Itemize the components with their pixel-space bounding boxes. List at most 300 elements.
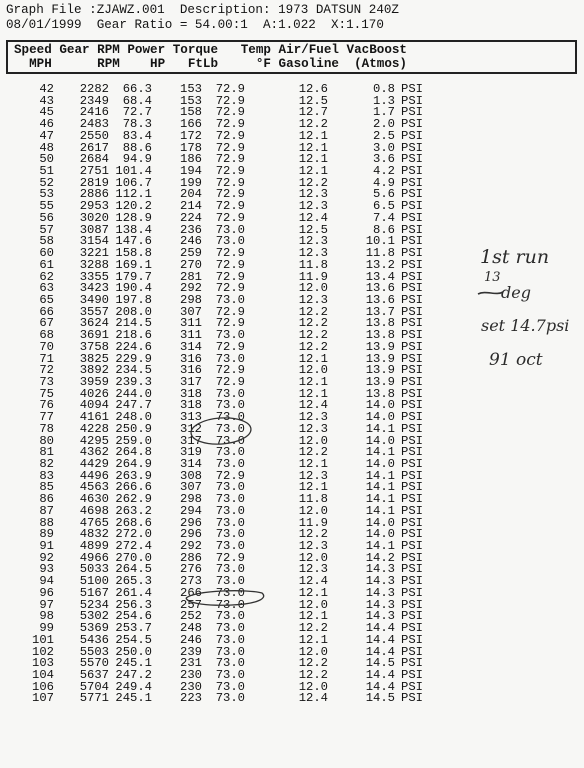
air-fuel-cell: 12.2 — [298, 527, 328, 542]
power-cell: 259.0 — [115, 433, 152, 448]
torque-cell: 273 — [180, 574, 202, 589]
unit-cell: PSI — [401, 457, 423, 471]
air-fuel-cell: 12.0 — [298, 679, 328, 694]
torque-cell: 281 — [180, 269, 202, 284]
torque-cell: 307 — [180, 304, 202, 319]
boost-cell: 14.1 — [365, 468, 395, 483]
speed-cell: 60 — [39, 246, 54, 261]
air-fuel-cell: 12.4 — [298, 691, 328, 706]
boost-cell: 14.1 — [365, 480, 395, 495]
unit-cell: PSI — [401, 187, 423, 202]
unit-cell: PSI — [401, 234, 423, 249]
temp-cell: 73.0 — [215, 433, 245, 448]
temp-cell: 73.0 — [215, 328, 245, 343]
rpm-cell: 4026 — [79, 386, 109, 401]
date-gear-ratio-line: 08/01/1999 Gear Ratio = 54.00:1 A:1.022 X:1.170 — [6, 18, 384, 32]
power-cell: 94.9 — [122, 152, 152, 167]
speed-cell: 99 — [39, 621, 54, 636]
rpm-cell: 2550 — [79, 128, 109, 143]
air-fuel-cell: 12.3 — [298, 468, 328, 483]
temp-cell: 72.9 — [215, 82, 245, 96]
air-fuel-cell: 12.3 — [298, 292, 328, 307]
temp-cell: 73.0 — [215, 386, 245, 401]
boost-cell: 3.0 — [373, 140, 395, 155]
torque-cell: 307 — [180, 480, 202, 495]
torque-cell: 316 — [180, 351, 202, 366]
air-fuel-cell: 12.3 — [298, 539, 328, 554]
temp-cell: 73.0 — [215, 691, 245, 706]
unit-cell: PSI — [401, 199, 423, 214]
unit-cell: PSI — [401, 691, 423, 706]
speed-cell: 77 — [39, 410, 54, 425]
speed-cell: 92 — [39, 550, 54, 565]
power-cell: 120.2 — [115, 199, 152, 214]
rpm-cell: 3758 — [79, 339, 109, 354]
temp-cell: 72.9 — [215, 152, 245, 167]
rpm-cell: 3154 — [79, 234, 109, 249]
unit-cell: PSI — [401, 328, 423, 343]
torque-cell: 178 — [180, 140, 202, 155]
air-fuel-cell: 12.6 — [298, 82, 328, 96]
boost-cell: 4.2 — [373, 164, 395, 179]
boost-cell: 14.3 — [365, 609, 395, 624]
torque-cell: 286 — [180, 550, 202, 565]
torque-cell: 298 — [180, 492, 202, 507]
power-cell: 66.3 — [122, 82, 152, 96]
torque-cell: 259 — [180, 246, 202, 261]
power-cell: 214.5 — [115, 316, 152, 331]
temp-cell: 72.9 — [215, 550, 245, 565]
rpm-cell: 5100 — [79, 574, 109, 589]
unit-cell: PSI — [401, 609, 423, 624]
rpm-cell: 3423 — [79, 281, 109, 296]
torque-cell: 230 — [180, 667, 202, 682]
torque-cell: 194 — [180, 164, 202, 179]
boost-cell: 6.5 — [373, 199, 395, 214]
unit-cell: PSI — [401, 105, 423, 120]
unit-cell: PSI — [401, 515, 423, 530]
temp-cell: 72.9 — [215, 304, 245, 319]
air-fuel-cell: 12.1 — [298, 164, 328, 179]
temp-cell: 72.9 — [215, 117, 245, 132]
air-fuel-cell: 12.0 — [298, 550, 328, 565]
air-fuel-cell: 11.8 — [298, 257, 328, 272]
boost-cell: 13.6 — [365, 281, 395, 296]
air-fuel-cell: 12.0 — [298, 363, 328, 378]
torque-cell: 246 — [180, 234, 202, 249]
boost-cell: 14.0 — [365, 527, 395, 542]
rpm-cell: 2684 — [79, 152, 109, 167]
air-fuel-cell: 12.2 — [298, 328, 328, 343]
power-cell: 239.3 — [115, 374, 152, 389]
temp-cell: 73.0 — [215, 398, 245, 413]
unit-cell: PSI — [401, 410, 423, 425]
power-cell: 179.7 — [115, 269, 152, 284]
unit-cell: PSI — [401, 492, 423, 507]
unit-cell: PSI — [401, 656, 423, 671]
torque-cell: 246 — [180, 632, 202, 647]
rpm-cell: 4429 — [79, 457, 109, 471]
air-fuel-cell: 12.1 — [298, 480, 328, 495]
temp-cell: 72.9 — [215, 93, 245, 108]
rpm-cell: 2416 — [79, 105, 109, 120]
rpm-cell: 4563 — [79, 480, 109, 495]
torque-cell: 186 — [180, 152, 202, 167]
torque-cell: 276 — [180, 562, 202, 577]
unit-cell: PSI — [401, 386, 423, 401]
torque-cell: 317 — [180, 374, 202, 389]
boost-cell: 14.4 — [365, 667, 395, 682]
unit-cell: PSI — [401, 421, 423, 436]
torque-cell: 314 — [180, 339, 202, 354]
unit-cell: PSI — [401, 175, 423, 190]
torque-cell: 223 — [180, 691, 202, 706]
air-fuel-cell: 12.5 — [298, 222, 328, 237]
note-octane: 91 oct — [489, 350, 543, 370]
air-fuel-cell: 12.5 — [298, 93, 328, 108]
boost-cell: 14.3 — [365, 562, 395, 577]
rpm-cell: 2886 — [79, 187, 109, 202]
speed-cell: 67 — [39, 316, 54, 331]
unit-cell: PSI — [401, 503, 423, 518]
speed-cell: 72 — [39, 363, 54, 378]
torque-cell: 314 — [180, 457, 202, 471]
unit-cell: PSI — [401, 468, 423, 483]
unit-cell: PSI — [401, 82, 423, 96]
speed-cell: 107 — [32, 691, 54, 706]
power-cell: 263.2 — [115, 503, 152, 518]
air-fuel-cell: 12.4 — [298, 210, 328, 225]
torque-peak-circle — [190, 416, 252, 446]
unit-cell: PSI — [401, 117, 423, 132]
speed-cell: 71 — [39, 351, 54, 366]
temp-cell: 73.0 — [215, 527, 245, 542]
air-fuel-cell: 11.9 — [298, 515, 328, 530]
unit-cell: PSI — [401, 374, 423, 389]
unit-cell: PSI — [401, 292, 423, 307]
speed-cell: 86 — [39, 492, 54, 507]
torque-cell: 257 — [180, 597, 202, 612]
temp-cell: 73.0 — [215, 597, 245, 612]
temp-cell: 72.9 — [215, 316, 245, 331]
power-cell: 261.4 — [115, 585, 152, 600]
unit-cell: PSI — [401, 667, 423, 682]
speed-cell: 51 — [39, 164, 54, 179]
rpm-cell: 4094 — [79, 398, 109, 413]
rpm-cell: 5369 — [79, 621, 109, 636]
power-cell: 101.4 — [115, 164, 152, 179]
power-cell: 253.7 — [115, 621, 152, 636]
rpm-cell: 3892 — [79, 363, 109, 378]
speed-cell: 83 — [39, 468, 54, 483]
speed-cell: 88 — [39, 515, 54, 530]
unit-cell: PSI — [401, 398, 423, 413]
boost-cell: 14.5 — [365, 691, 395, 706]
unit-cell: PSI — [401, 480, 423, 495]
unit-cell: PSI — [401, 269, 423, 284]
power-cell: 268.6 — [115, 515, 152, 530]
unit-cell: PSI — [401, 93, 423, 108]
unit-cell: PSI — [401, 363, 423, 378]
power-cell: 249.4 — [115, 679, 152, 694]
speed-cell: 104 — [32, 667, 54, 682]
boost-cell: 8.6 — [373, 222, 395, 237]
boost-cell: 14.1 — [365, 503, 395, 518]
air-fuel-cell: 12.3 — [298, 246, 328, 261]
boost-cell: 14.1 — [365, 421, 395, 436]
speed-cell: 68 — [39, 328, 54, 343]
speed-cell: 94 — [39, 574, 54, 589]
rpm-cell: 5167 — [79, 585, 109, 600]
temp-cell: 73.0 — [215, 292, 245, 307]
rpm-cell: 2751 — [79, 164, 109, 179]
unit-cell: PSI — [401, 152, 423, 167]
rpm-cell: 3355 — [79, 269, 109, 284]
unit-cell: PSI — [401, 597, 423, 612]
unit-cell: PSI — [401, 304, 423, 319]
temp-cell: 72.9 — [215, 187, 245, 202]
speed-cell: 93 — [39, 562, 54, 577]
unit-cell: PSI — [401, 210, 423, 225]
speed-cell: 102 — [32, 644, 54, 659]
power-cell: 158.8 — [115, 246, 152, 261]
boost-cell: 14.3 — [365, 574, 395, 589]
rpm-cell: 4698 — [79, 503, 109, 518]
torque-cell: 298 — [180, 292, 202, 307]
rpm-cell: 4832 — [79, 527, 109, 542]
temp-cell: 72.9 — [215, 199, 245, 214]
unit-cell: PSI — [401, 339, 423, 354]
rpm-cell: 5033 — [79, 562, 109, 577]
speed-cell: 65 — [39, 292, 54, 307]
boost-cell: 14.2 — [365, 550, 395, 565]
speed-cell: 43 — [39, 93, 54, 108]
power-peak-circle — [186, 591, 264, 606]
speed-cell: 61 — [39, 257, 54, 272]
temp-cell: 72.9 — [215, 339, 245, 354]
torque-cell: 231 — [180, 656, 202, 671]
power-cell: 265.3 — [115, 574, 152, 589]
note-timing-value: 13 — [484, 270, 501, 285]
speed-cell: 82 — [39, 457, 54, 471]
temp-cell: 73.0 — [215, 644, 245, 659]
unit-cell: PSI — [401, 527, 423, 542]
power-cell: 190.4 — [115, 281, 152, 296]
power-cell: 247.7 — [115, 398, 152, 413]
rpm-cell: 4765 — [79, 515, 109, 530]
speed-cell: 80 — [39, 433, 54, 448]
speed-cell: 106 — [32, 679, 54, 694]
unit-cell: PSI — [401, 281, 423, 296]
speed-cell: 81 — [39, 445, 54, 460]
temp-cell: 73.0 — [215, 234, 245, 249]
speed-cell: 46 — [39, 117, 54, 132]
rpm-cell: 5436 — [79, 632, 109, 647]
torque-cell: 248 — [180, 621, 202, 636]
unit-cell: PSI — [401, 562, 423, 577]
torque-cell: 153 — [180, 93, 202, 108]
rpm-cell: 2953 — [79, 199, 109, 214]
rpm-cell: 3221 — [79, 246, 109, 261]
air-fuel-cell: 12.1 — [298, 374, 328, 389]
temp-cell: 73.0 — [215, 609, 245, 624]
rpm-cell: 3020 — [79, 210, 109, 225]
rpm-cell: 4228 — [79, 421, 109, 436]
power-cell: 88.6 — [122, 140, 152, 155]
strike-through-mark — [478, 292, 503, 294]
power-cell: 245.1 — [115, 691, 152, 706]
rpm-cell: 2819 — [79, 175, 109, 190]
torque-cell: 236 — [180, 222, 202, 237]
temp-cell: 72.9 — [215, 128, 245, 143]
power-cell: 197.8 — [115, 292, 152, 307]
air-fuel-cell: 12.0 — [298, 433, 328, 448]
rpm-cell: 3959 — [79, 374, 109, 389]
note-boost-setting: set 14.7psi — [481, 316, 570, 335]
boost-cell: 2.0 — [373, 117, 395, 132]
air-fuel-cell: 12.2 — [298, 117, 328, 132]
boost-cell: 14.1 — [365, 445, 395, 460]
rpm-cell: 3691 — [79, 328, 109, 343]
torque-cell: 230 — [180, 679, 202, 694]
speed-cell: 103 — [32, 656, 54, 671]
unit-cell: PSI — [401, 246, 423, 261]
power-cell: 245.1 — [115, 656, 152, 671]
temp-cell: 73.0 — [215, 503, 245, 518]
rpm-cell: 3087 — [79, 222, 109, 237]
boost-cell: 2.5 — [373, 128, 395, 143]
torque-cell: 252 — [180, 609, 202, 624]
rpm-cell: 2617 — [79, 140, 109, 155]
power-cell: 244.0 — [115, 386, 152, 401]
temp-cell: 73.0 — [215, 667, 245, 682]
boost-cell: 13.9 — [365, 363, 395, 378]
torque-cell: 316 — [180, 363, 202, 378]
air-fuel-cell: 12.1 — [298, 128, 328, 143]
unit-cell: PSI — [401, 128, 423, 143]
air-fuel-cell: 12.1 — [298, 609, 328, 624]
temp-cell: 72.9 — [215, 140, 245, 155]
column-header-row2: MPH RPM HP FtLb °F Gasoline (Atmos) — [14, 57, 407, 71]
rpm-cell: 3490 — [79, 292, 109, 307]
temp-cell: 73.0 — [215, 679, 245, 694]
temp-cell: 72.9 — [215, 246, 245, 261]
temp-cell: 73.0 — [215, 492, 245, 507]
air-fuel-cell: 12.1 — [298, 351, 328, 366]
speed-cell: 87 — [39, 503, 54, 518]
speed-cell: 62 — [39, 269, 54, 284]
torque-cell: 317 — [180, 433, 202, 448]
speed-cell: 42 — [39, 82, 54, 96]
rpm-cell: 3624 — [79, 316, 109, 331]
boost-cell: 5.6 — [373, 187, 395, 202]
torque-cell: 172 — [180, 128, 202, 143]
air-fuel-cell: 12.4 — [298, 398, 328, 413]
power-cell: 83.4 — [122, 128, 152, 143]
air-fuel-cell: 12.2 — [298, 316, 328, 331]
rpm-cell: 5637 — [79, 667, 109, 682]
power-cell: 147.6 — [115, 234, 152, 249]
unit-cell: PSI — [401, 316, 423, 331]
rpm-cell: 5234 — [79, 597, 109, 612]
speed-cell: 63 — [39, 281, 54, 296]
speed-cell: 70 — [39, 339, 54, 354]
speed-cell: 75 — [39, 386, 54, 401]
unit-cell: PSI — [401, 164, 423, 179]
rpm-cell: 4161 — [79, 410, 109, 425]
boost-cell: 0.8 — [373, 82, 395, 96]
unit-cell: PSI — [401, 585, 423, 600]
unit-cell: PSI — [401, 679, 423, 694]
torque-cell: 294 — [180, 503, 202, 518]
speed-cell: 45 — [39, 105, 54, 120]
air-fuel-cell: 12.3 — [298, 187, 328, 202]
boost-cell: 13.8 — [365, 328, 395, 343]
unit-cell: PSI — [401, 222, 423, 237]
power-cell: 229.9 — [115, 351, 152, 366]
unit-cell: PSI — [401, 433, 423, 448]
air-fuel-cell: 11.9 — [298, 269, 328, 284]
boost-cell: 14.0 — [365, 433, 395, 448]
boost-cell: 10.1 — [365, 234, 395, 249]
torque-cell: 214 — [180, 199, 202, 214]
power-cell: 270.0 — [115, 550, 152, 565]
speed-cell: 50 — [39, 152, 54, 167]
temp-cell: 72.9 — [215, 105, 245, 120]
rpm-cell: 4362 — [79, 445, 109, 460]
boost-cell: 14.4 — [365, 632, 395, 647]
torque-cell: 239 — [180, 644, 202, 659]
speed-cell: 101 — [32, 632, 54, 647]
power-cell: 208.0 — [115, 304, 152, 319]
temp-cell: 72.9 — [215, 164, 245, 179]
air-fuel-cell: 12.2 — [298, 621, 328, 636]
unit-cell: PSI — [401, 644, 423, 659]
power-cell: 169.1 — [115, 257, 152, 272]
power-cell: 250.9 — [115, 421, 152, 436]
temp-cell: 73.0 — [215, 585, 245, 600]
power-cell: 112.1 — [115, 187, 152, 202]
boost-cell: 14.0 — [365, 457, 395, 471]
speed-cell: 97 — [39, 597, 54, 612]
boost-cell: 13.8 — [365, 386, 395, 401]
power-cell: 218.6 — [115, 328, 152, 343]
air-fuel-cell: 12.1 — [298, 152, 328, 167]
power-cell: 264.9 — [115, 457, 152, 471]
air-fuel-cell: 12.2 — [298, 175, 328, 190]
torque-cell: 204 — [180, 187, 202, 202]
note-first-run: 1st run — [480, 246, 550, 268]
boost-cell: 7.4 — [373, 210, 395, 225]
power-cell: 234.5 — [115, 363, 152, 378]
temp-cell: 72.9 — [215, 363, 245, 378]
speed-cell: 55 — [39, 199, 54, 214]
temp-cell: 72.9 — [215, 257, 245, 272]
power-cell: 72.7 — [122, 105, 152, 120]
rpm-cell: 4496 — [79, 468, 109, 483]
air-fuel-cell: 12.2 — [298, 304, 328, 319]
torque-cell: 308 — [180, 468, 202, 483]
torque-cell: 270 — [180, 257, 202, 272]
torque-cell: 199 — [180, 175, 202, 190]
torque-cell: 153 — [180, 82, 202, 96]
rpm-cell: 2349 — [79, 93, 109, 108]
boost-cell: 4.9 — [373, 175, 395, 190]
rpm-cell: 5771 — [79, 691, 109, 706]
air-fuel-cell: 12.2 — [298, 339, 328, 354]
temp-cell: 73.0 — [215, 222, 245, 237]
rpm-cell: 5302 — [79, 609, 109, 624]
